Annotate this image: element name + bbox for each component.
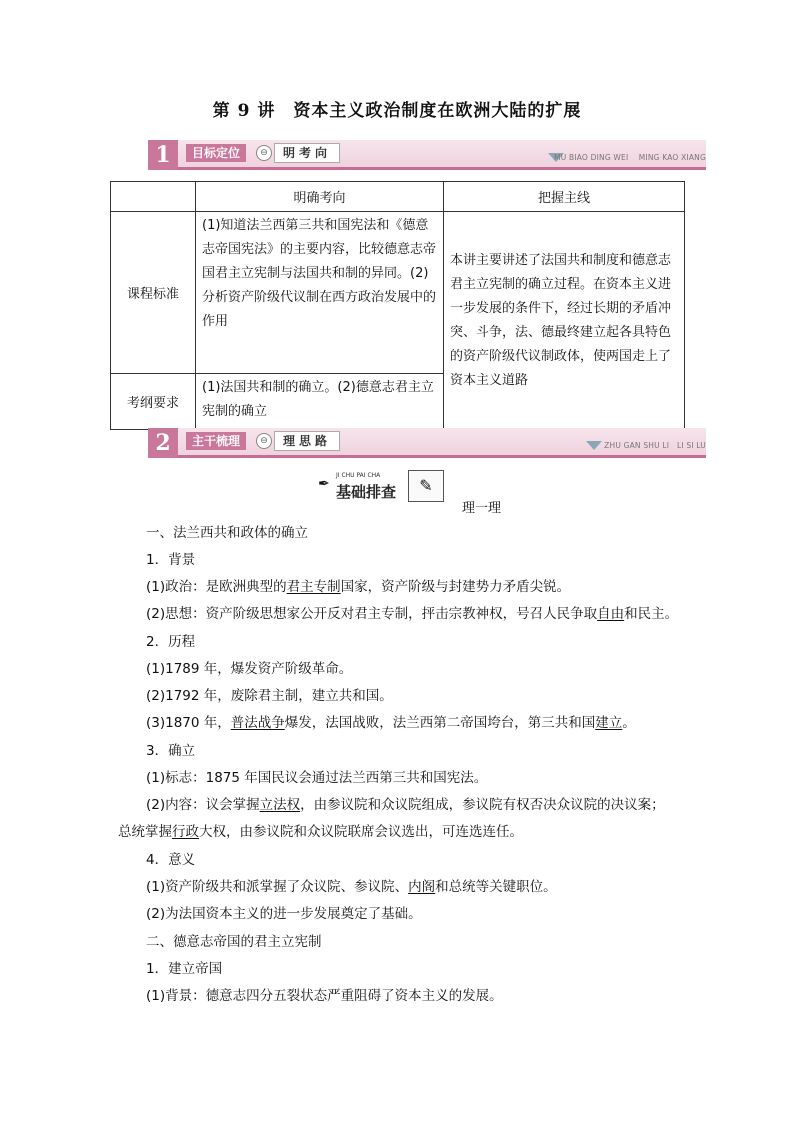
pen-icon: ✒	[318, 476, 330, 492]
triangle-icon	[586, 441, 602, 450]
stamp-pinyin: JI CHU PAI CHA	[336, 472, 381, 479]
circle-arrow-icon: ⊖	[256, 433, 272, 449]
sub-background: 1．背景	[146, 552, 196, 568]
sub-significance: 4．意义	[146, 852, 196, 868]
para-1792: (2)1792 年，废除君主制，建立共和国。	[146, 688, 393, 704]
section-pinyin: MU BIAO DING WEI MING KAO XIANG	[554, 153, 706, 162]
para-symbol: (1)标志：1875 年国民议会通过法兰西第三共和国宪法。	[146, 770, 488, 786]
sub-process: 2．历程	[146, 634, 196, 650]
section-banner-goals	[148, 140, 706, 172]
para-empire-background: (1)背景：德意志四分五裂状态严重阻碍了资本主义的发展。	[146, 988, 503, 1004]
subheading-li-yi-li: 理一理	[462, 501, 502, 516]
para-thought: (2)思想：资产阶级思想家公开反对君主专制，抨击宗教神权，号召人民争取自由和民主。	[146, 606, 679, 622]
page-title: 第 9 讲 资本主义政治制度在欧洲大陆的扩展	[212, 101, 582, 121]
section-pinyin: ZHU GAN SHU LI LI SI LU	[604, 441, 706, 450]
section-subtitle: 理思路	[274, 431, 340, 451]
para-significance-1: (1)资产阶级共和派掌握了众议院、参议院、内阁和总统等关键职位。	[146, 879, 557, 895]
goals-table	[110, 181, 685, 430]
notepad-icon: ✎	[408, 470, 444, 502]
para-content-cont: 总统掌握行政大权，由参议院和众议院联席会议选出，可连选连任。	[118, 824, 523, 840]
para-politics: (1)政治：是欧洲典型的君主专制国家，资产阶级与封建势力矛盾尖锐。	[146, 579, 571, 595]
cell-syllabus: (1)法国共和制的确立。(2)德意志君主立宪制的确立	[196, 374, 444, 430]
basic-check-stamp	[318, 470, 444, 502]
section-number: 1	[148, 140, 178, 170]
para-1870: (3)1870 年，普法战争爆发，法国战败，法兰西第二帝国垮台，第三共和国建立。	[146, 715, 636, 731]
section-label: 目标定位	[186, 144, 246, 162]
sub-empire: 1．建立帝国	[146, 961, 223, 977]
table-header-direction: 明确考向	[196, 182, 444, 212]
para-significance-2: (2)为法国资本主义的进一步发展奠定了基础。	[146, 906, 422, 922]
cell-main-line: 本讲主要讲述了法国共和制度和德意志君主立宪制的确立过程。在资本主义进一步发展的条件下，经过长期的矛盾冲突、斗争，法、德最终建立起各具特色的资产阶级代议制政体，使两国走上了资本主义道路	[444, 212, 685, 430]
row-head-curriculum: 课程标准	[111, 212, 196, 374]
circle-arrow-icon: ⊖	[256, 145, 272, 161]
sub-establish: 3．确立	[146, 743, 196, 759]
section-banner-outline	[148, 428, 706, 460]
para-1789: (1)1789 年，爆发资产阶级革命。	[146, 661, 353, 677]
section-subtitle: 明考向	[274, 143, 340, 163]
para-content: (2)内容：议会掌握立法权，由参议院和众议院组成，参议院有权否决众议院的决议案；	[146, 797, 665, 813]
heading-france: 一、法兰西共和政体的确立	[146, 525, 308, 541]
table-header-mainline: 把握主线	[444, 182, 685, 212]
table-header-blank	[111, 182, 196, 212]
cell-curriculum: (1)知道法兰西第三共和国宪法和《德意志帝国宪法》的主要内容，比较德意志帝国君主立宪制与法国共和制的异同。(2)分析资产阶级代议制在西方政治发展中的作用	[196, 212, 444, 374]
section-label: 主干梳理	[186, 432, 246, 450]
section-number: 2	[148, 428, 178, 458]
stamp-text: 基础排查	[336, 483, 397, 501]
row-head-syllabus: 考纲要求	[111, 374, 196, 430]
heading-germany: 二、德意志帝国的君主立宪制	[146, 934, 322, 950]
